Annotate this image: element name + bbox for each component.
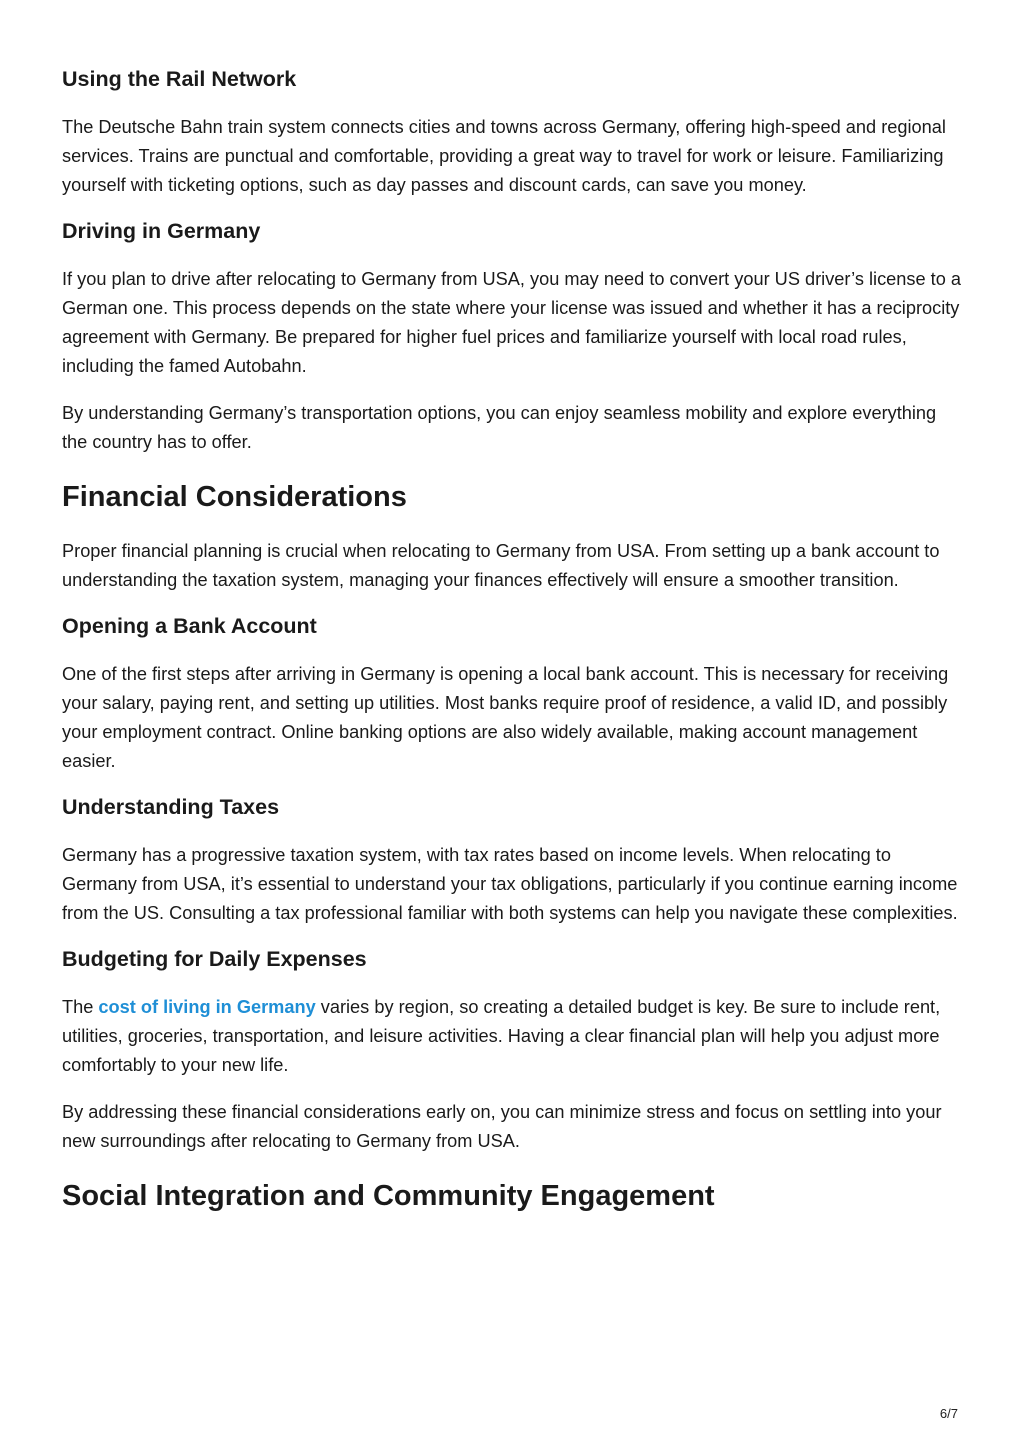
- cost-of-living-link[interactable]: cost of living in Germany: [98, 996, 316, 1017]
- page-number: 6/7: [939, 1406, 958, 1421]
- heading-budgeting: Budgeting for Daily Expenses: [62, 947, 367, 971]
- heading-bank-account: Opening a Bank Account: [62, 614, 317, 639]
- paragraph-taxes: Germany has a progressive taxation system, with tax rates based on income levels. When relocating to Germany from USA, it’s essential to understand your tax obligations, particularly if you continue earning income from the US. Consulting a tax professional familiar with both systems can help you navigate these complexities.: [62, 845, 958, 923]
- budget-text-suffix: varies by region, so creating a detailed budget is key. Be sure to include rent, utilities, groceries, transportation, and leisure activities. Having a clear financial plan will help you adjust more comfortably to your new life.: [62, 996, 941, 1075]
- heading-driving: Driving in Germany: [62, 218, 261, 243]
- budget-text-prefix: The: [62, 996, 99, 1017]
- paragraph-rail-network: The Deutsche Bahn train system connects cities and towns across Germany, offering high-speed and regional services. Trains are punctual and comfortable, providing a great way to travel for work or leisure. Familiarizing yourself with ticketing options, such as day passes and discount cards, can save you money.: [62, 116, 946, 195]
- heading-social-integration: Social Integration and Community Engagement: [62, 1179, 715, 1212]
- paragraph-bank-account: One of the first steps after arriving in Germany is opening a local bank account. This is necessary for receiving your salary, paying rent, and setting up utilities. Most banks require proof of residence, a valid ID, and possibly your employment contract. Online banking options are also widely available, making account management easier.: [62, 664, 949, 772]
- document-body: [62, 66, 966, 1236]
- heading-financial-considerations: Financial Considerations: [62, 480, 407, 513]
- heading-rail-network: Using the Rail Network: [62, 67, 297, 91]
- heading-taxes: Understanding Taxes: [62, 795, 280, 820]
- paragraph-budgeting: [62, 993, 966, 1080]
- paragraph-transport-summary: By understanding Germany’s transportation options, you can enjoy seamless mobility and explore everything the country has to offer.: [62, 402, 937, 452]
- paragraph-financial-intro: Proper financial planning is crucial when relocating to Germany from USA. From setting up a bank account to understanding the taxation system, managing your finances effectively will ensure a smoother transition.: [62, 541, 940, 591]
- paragraph-financial-summary: By addressing these financial considerations early on, you can minimize stress and focus on settling into your new surroundings after relocating to Germany from USA.: [62, 1101, 942, 1151]
- paragraph-driving-license: If you plan to drive after relocating to Germany from USA, you may need to convert your US driver’s license to a German one. This process depends on the state where your license was issued and whether it has a reciprocity agreement with Germany. Be prepared for higher fuel prices and familiarize yourself with local road rules, including the famed Autobahn.: [62, 268, 962, 376]
